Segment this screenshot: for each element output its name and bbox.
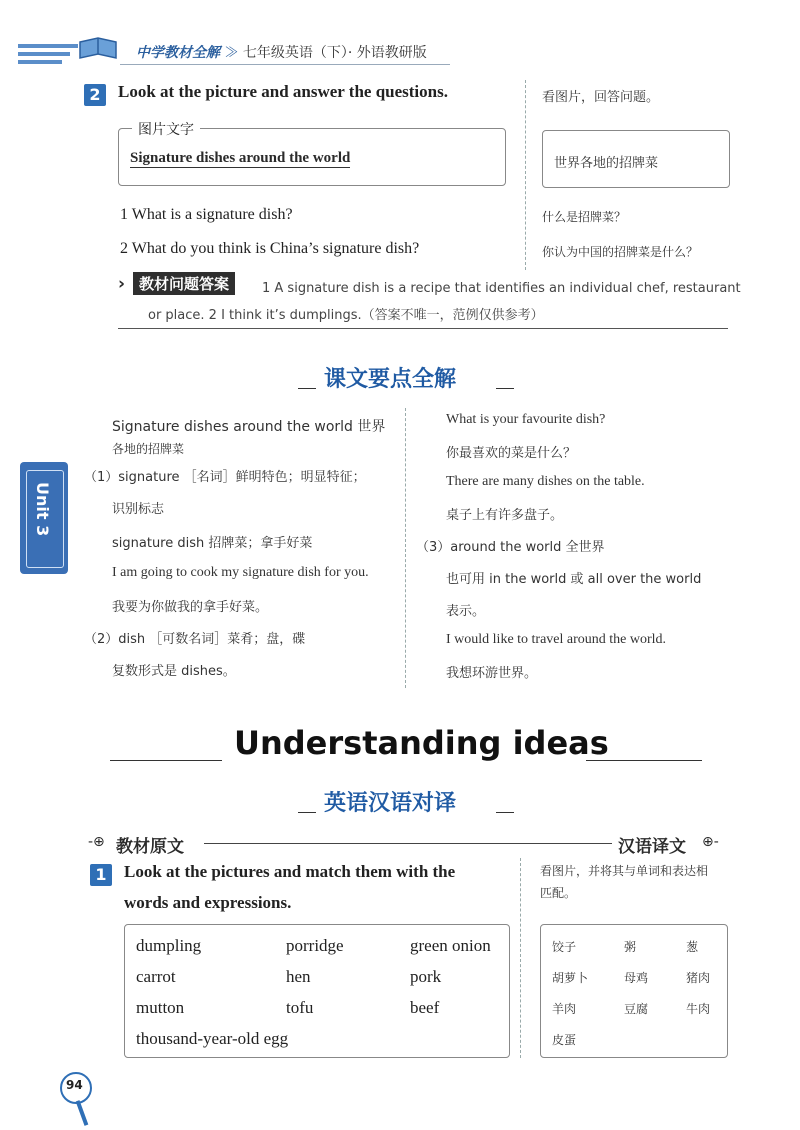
left-line-1: Signature dishes around the world 世界	[112, 419, 386, 435]
cn-word-5: 母鸡	[624, 971, 649, 985]
q1-instruction-line-1: Look at the pictures and match them with the	[124, 862, 456, 881]
question-2-cn: 你认为中国的招牌菜是什么？	[542, 245, 699, 259]
cn-word-6: 猪肉	[686, 971, 711, 985]
cn-word-10: 皮蛋	[552, 1033, 577, 1047]
picture-text: Signature dishes around the world	[130, 150, 351, 166]
right-line-9: 我想环游世界。	[446, 666, 538, 681]
understanding-title: Understanding ideas	[234, 724, 609, 762]
right-line-5: （3）around the world 全世界	[416, 540, 605, 555]
section-title-rule-right	[496, 388, 514, 389]
book-subtitle: 七年级英语（下）· 外语教研版	[242, 45, 427, 61]
right-line-1: What is your favourite dish?	[446, 412, 606, 427]
q1-instruction-cn-1: 看图片，并将其与单词和表达相	[540, 864, 709, 878]
word-dumpling: dumpling	[136, 936, 202, 955]
unit-label: Unit 3	[33, 482, 52, 537]
word-pork: pork	[410, 967, 442, 986]
page-number: 94	[66, 1078, 83, 1092]
column-divider-understanding	[520, 858, 521, 1058]
answer-line-1: 1 A signature dish is a recipe that identifies an individual chef, restaurant	[262, 281, 741, 296]
picture-text-cn: 世界各地的招牌菜	[554, 156, 659, 171]
understanding-rule-right	[586, 760, 702, 761]
cn-word-3: 葱	[686, 940, 699, 954]
cn-word-1: 饺子	[552, 940, 577, 954]
left-line-6: I am going to cook my signature dish for you.	[112, 565, 369, 580]
right-line-4: 桌子上有许多盘子。	[446, 508, 564, 523]
cn-word-4: 胡萝卜	[552, 971, 589, 985]
label-divider	[204, 843, 612, 844]
word-carrot: carrot	[136, 967, 176, 986]
question-1: 1 What is a signature dish?	[120, 206, 293, 223]
header-title: 中学教材全解 ≫ 七年级英语（下）· 外语教研版	[136, 45, 427, 61]
left-line-9: 复数形式是 dishes。	[112, 664, 236, 679]
subtitle-rule-left	[298, 812, 316, 813]
left-line-7: 我要为你做我的拿手好菜。	[112, 600, 269, 615]
unit-tab[interactable]	[20, 462, 68, 574]
subtitle-rule-right	[496, 812, 514, 813]
question-instruction: Look at the picture and answer the questions.	[118, 82, 448, 101]
left-line-2: 各地的招牌菜	[112, 442, 185, 456]
word-porridge: porridge	[286, 936, 344, 955]
word-hen: hen	[286, 967, 311, 986]
q1-instruction-line-2: words and expressions.	[124, 893, 292, 912]
column-divider-section1	[405, 408, 406, 688]
word-green-onion: green onion	[410, 936, 491, 955]
word-mutton: mutton	[136, 998, 185, 1017]
question-number-badge: 2	[84, 84, 106, 106]
picture-text-label: 图片文字	[132, 119, 200, 139]
answer-tag: 教材问题答案	[133, 272, 235, 295]
page-number-tail	[76, 1100, 89, 1126]
question-2: 2 What do you think is China’s signature dish?	[120, 240, 420, 257]
answer-rule	[118, 328, 728, 329]
q1-instruction-cn-2: 匹配。	[540, 886, 577, 900]
right-line-2: 你最喜欢的菜是什么？	[446, 446, 577, 461]
chevron-right-icon: ›	[118, 274, 126, 294]
left-line-4: 识别标志	[112, 502, 165, 517]
left-line-8: （2）dish ［可数名词］菜肴；盘，碟	[84, 632, 306, 647]
right-line-7: 表示。	[446, 604, 486, 619]
question-instruction-cn: 看图片，回答问题。	[542, 90, 660, 105]
section-title-rule-left	[298, 388, 316, 389]
understanding-subtitle: 英语汉语对译	[324, 791, 457, 816]
right-line-3: There are many dishes on the table.	[446, 474, 645, 489]
column-divider	[525, 80, 526, 270]
cn-word-7: 羊肉	[552, 1002, 577, 1016]
left-line-5: signature dish 招牌菜；拿手好菜	[112, 536, 313, 551]
cn-word-9: 牛肉	[686, 1002, 711, 1016]
book-title: 中学教材全解	[136, 45, 220, 61]
word-beef: beef	[410, 998, 440, 1017]
down-circle-icon: -⊕	[88, 834, 105, 850]
answer-line-2: or place. 2 I think it’s dumplings.（答案不唯一，范例仅供参考）	[148, 308, 544, 323]
question-number-badge-1: 1	[90, 864, 112, 886]
original-text-label: 教材原文	[116, 837, 184, 857]
word-tofu: tofu	[286, 998, 314, 1017]
header-rule	[120, 64, 450, 65]
cn-word-8: 豆腐	[624, 1002, 649, 1016]
left-line-3: （1）signature ［名词］鲜明特色；明显特征；	[84, 470, 366, 485]
cn-word-2: 粥	[624, 940, 637, 954]
down-circle-icon-right: ⊕-	[702, 834, 719, 850]
right-line-6: 也可用 in the world 或 all over the world	[446, 572, 702, 587]
question-1-cn: 什么是招牌菜？	[542, 210, 627, 224]
right-line-8: I would like to travel around the world.	[446, 632, 667, 647]
word-thousand-year-old-egg: thousand-year-old egg	[136, 1029, 289, 1048]
book-icon	[78, 34, 118, 62]
understanding-rule-left	[110, 760, 222, 761]
translation-label: 汉语译文	[618, 837, 686, 857]
section-title: 课文要点全解	[324, 367, 457, 392]
